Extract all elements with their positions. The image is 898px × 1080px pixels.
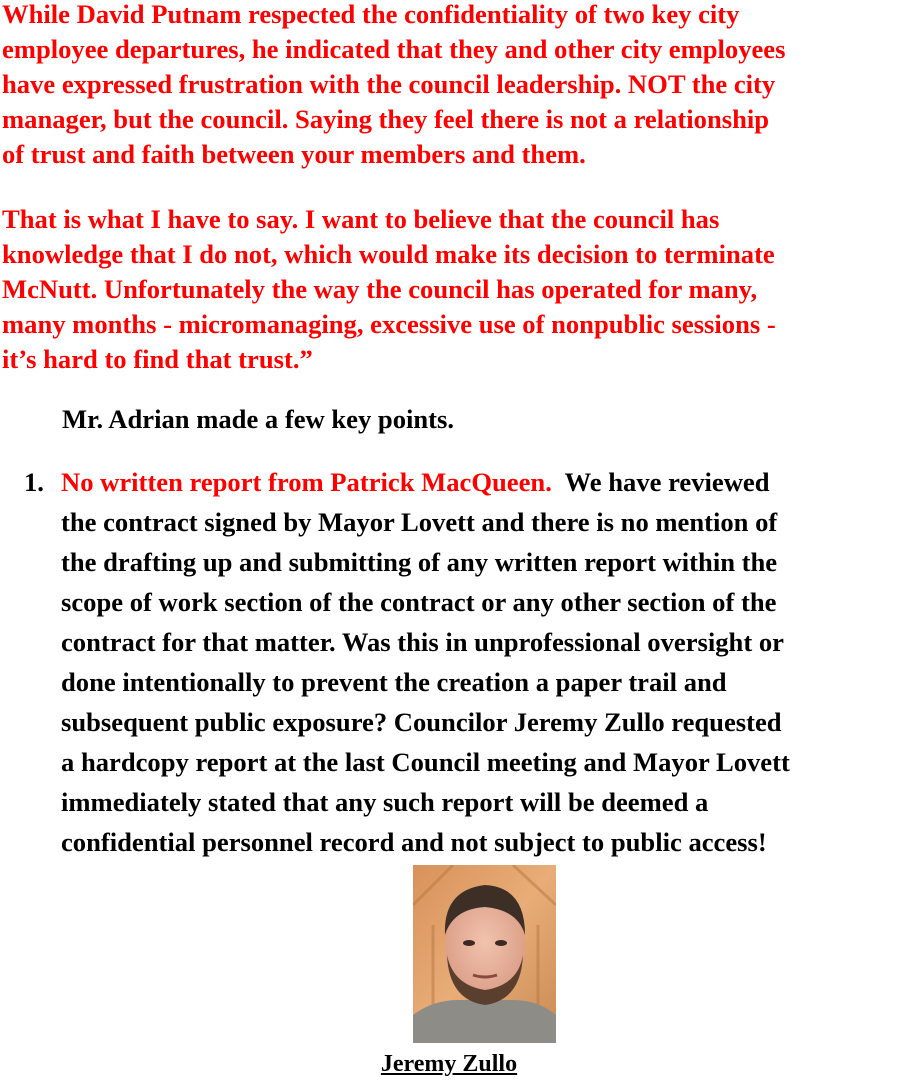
quote-line: of trust and faith between your members and them. xyxy=(2,139,586,169)
portrait-image xyxy=(413,865,556,1043)
quote-paragraph-1 xyxy=(2,0,898,172)
intro-text: Mr. Adrian made a few key points. xyxy=(62,404,455,434)
point-line: immediately stated that any such report will be deemed a xyxy=(61,787,709,817)
quote-paragraph-2 xyxy=(2,202,898,377)
quote-line: have expressed frustration with the council leadership. NOT the city xyxy=(2,69,776,99)
quote-line: That is what I have to say. I want to believe that the council has xyxy=(2,204,720,234)
point-line: done intentionally to prevent the creation a paper trail and xyxy=(61,667,727,697)
quote-line: manager, but the council. Saying they feel there is not a relationship xyxy=(2,104,770,134)
point-line: confidential personnel record and not subject to public access! xyxy=(61,827,767,857)
quote-line: it’s hard to find that trust.” xyxy=(2,344,313,374)
point-line: the contract signed by Mayor Lovett and there is no mention of xyxy=(61,507,778,537)
point-line: a hardcopy report at the last Council meeting and Mayor Lovett xyxy=(61,747,790,777)
quote-line: McNutt. Unfortunately the way the council has operated for many, xyxy=(2,274,758,304)
point-text: We have reviewed xyxy=(551,467,770,497)
list-item xyxy=(24,462,898,502)
quote-line: many months - micromanaging, excessive use of nonpublic sessions - xyxy=(2,309,776,339)
portrait-photo xyxy=(413,865,556,1043)
point-line: scope of work section of the contract or any other section of the xyxy=(61,587,777,617)
quote-line: While David Putnam respected the confidentiality of two key city xyxy=(2,0,740,29)
point-line: the drafting up and submitting of any written report within the xyxy=(61,547,778,577)
photo-caption: Jeremy Zullo xyxy=(380,1051,518,1077)
quote-line: employee departures, he indicated that they and other city employees xyxy=(2,34,786,64)
quote-line: knowledge that I do not, which would make its decision to terminate xyxy=(2,239,775,269)
point-heading: No written report from Patrick MacQueen. xyxy=(61,467,552,497)
point-line: subsequent public exposure? Councilor Jeremy Zullo requested xyxy=(61,707,782,737)
list-number: 1. xyxy=(24,467,44,497)
key-points-list xyxy=(24,462,898,862)
point-line: contract for that matter. Was this in unprofessional oversight or xyxy=(61,627,784,657)
